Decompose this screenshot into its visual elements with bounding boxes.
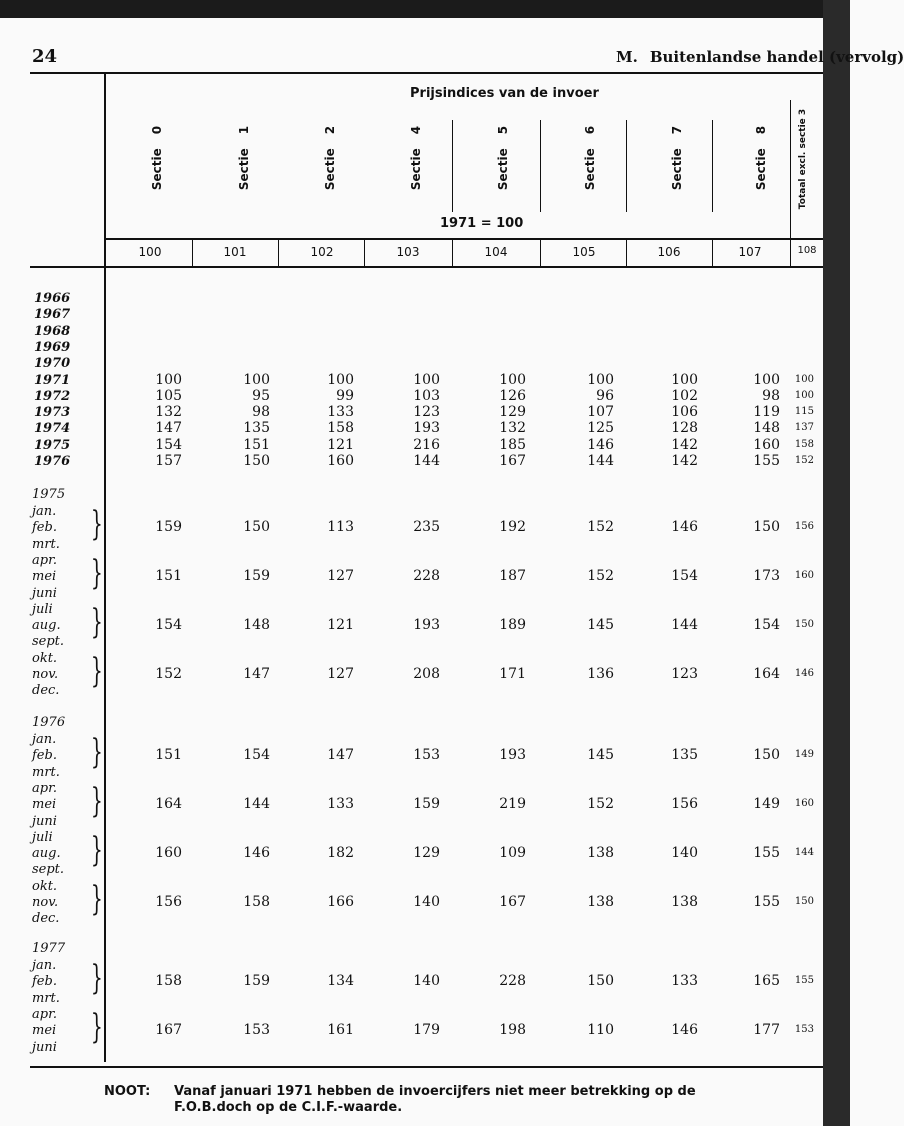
data-cell: 192 xyxy=(499,519,526,535)
year-label: 1973 xyxy=(34,405,71,420)
section-number: 0 xyxy=(150,125,164,135)
data-cell: 142 xyxy=(671,437,698,453)
data-cell: 167 xyxy=(155,1022,182,1038)
data-cell: 110 xyxy=(587,1022,614,1038)
col-code: 108 xyxy=(797,245,817,256)
running-head xyxy=(616,48,904,66)
data-cell: 216 xyxy=(413,437,440,453)
data-cell: 119 xyxy=(753,404,780,420)
data-cell: 133 xyxy=(327,796,354,812)
section-label: Sectie xyxy=(409,148,423,191)
data-cell: 159 xyxy=(243,973,270,989)
year-label: 1968 xyxy=(34,324,71,339)
data-cell: 144 xyxy=(587,453,614,469)
col-divider xyxy=(712,238,713,266)
month-label: juli xyxy=(32,602,53,617)
month-label: mrt. xyxy=(32,537,60,552)
data-cell: 147 xyxy=(243,666,270,682)
data-cell: 151 xyxy=(243,437,270,453)
data-cell: 159 xyxy=(243,568,270,584)
month-label: mrt. xyxy=(32,991,60,1006)
year-label: 1969 xyxy=(34,340,71,355)
data-cell: 150 xyxy=(753,747,780,763)
total-cell: 100 xyxy=(794,374,814,385)
section-label: Sectie xyxy=(150,148,164,191)
data-cell: 123 xyxy=(413,404,440,420)
total-cell: 150 xyxy=(794,619,814,630)
data-cell: 179 xyxy=(413,1022,440,1038)
data-cell: 150 xyxy=(243,453,270,469)
data-cell: 100 xyxy=(155,372,182,388)
scan-right-border xyxy=(823,0,850,1126)
data-cell: 138 xyxy=(587,845,614,861)
data-cell: 129 xyxy=(413,845,440,861)
quarter-brace-icon: } xyxy=(90,958,103,998)
year-label: 1966 xyxy=(34,291,71,306)
page-number: 24 xyxy=(32,46,58,67)
data-cell: 155 xyxy=(753,845,780,861)
data-cell: 148 xyxy=(243,617,270,633)
header-rule-2 xyxy=(30,266,823,268)
section-label: Sectie xyxy=(323,148,337,191)
data-cell: 147 xyxy=(327,747,354,763)
data-cell: 156 xyxy=(155,894,182,910)
data-cell: 128 xyxy=(671,420,698,436)
data-cell: 109 xyxy=(499,845,526,861)
data-cell: 100 xyxy=(671,372,698,388)
data-cell: 145 xyxy=(587,617,614,633)
month-label: juni xyxy=(32,814,57,829)
total-cell: 100 xyxy=(794,390,814,401)
data-cell: 140 xyxy=(413,973,440,989)
footnote xyxy=(104,1084,696,1116)
month-label: apr. xyxy=(32,781,57,796)
data-cell: 154 xyxy=(155,617,182,633)
data-cell: 153 xyxy=(243,1022,270,1038)
running-head-text: Buitenlandse handel (vervolg) xyxy=(649,48,904,66)
col-divider xyxy=(540,238,541,266)
data-cell: 157 xyxy=(155,453,182,469)
data-cell: 161 xyxy=(327,1022,354,1038)
section-number: 4 xyxy=(409,125,423,135)
col-divider xyxy=(712,120,713,212)
month-label: nov. xyxy=(32,895,59,910)
section-header-0 xyxy=(142,98,172,218)
data-cell: 96 xyxy=(596,388,614,404)
data-cell: 146 xyxy=(671,519,698,535)
data-cell: 149 xyxy=(753,796,780,812)
data-cell: 99 xyxy=(336,388,354,404)
data-cell: 160 xyxy=(753,437,780,453)
group-year: 1977 xyxy=(32,941,66,956)
month-label: okt. xyxy=(32,651,58,666)
data-cell: 127 xyxy=(327,666,354,682)
data-cell: 193 xyxy=(413,617,440,633)
bottom-rule xyxy=(30,1066,823,1068)
year-label: 1975 xyxy=(34,438,71,453)
year-label: 1974 xyxy=(34,421,71,436)
data-cell: 135 xyxy=(671,747,698,763)
data-cell: 129 xyxy=(499,404,526,420)
data-cell: 95 xyxy=(252,388,270,404)
section-number: 7 xyxy=(670,125,684,135)
section-header-7 xyxy=(662,98,692,218)
data-cell: 100 xyxy=(499,372,526,388)
month-label: mei xyxy=(32,569,57,584)
total-cell: 150 xyxy=(794,896,814,907)
data-cell: 154 xyxy=(753,617,780,633)
data-cell: 159 xyxy=(413,796,440,812)
data-cell: 138 xyxy=(671,894,698,910)
total-cell: 149 xyxy=(794,749,814,760)
col-code: 103 xyxy=(396,245,420,259)
col-code: 107 xyxy=(738,245,762,259)
month-label: okt. xyxy=(32,879,58,894)
col-code: 101 xyxy=(223,245,247,259)
data-cell: 208 xyxy=(413,666,440,682)
quarter-brace-icon: } xyxy=(90,781,103,821)
data-cell: 158 xyxy=(243,894,270,910)
data-cell: 142 xyxy=(671,453,698,469)
data-cell: 158 xyxy=(327,420,354,436)
stub-rule xyxy=(104,72,106,1062)
month-label: sept. xyxy=(32,634,65,649)
section-header-1 xyxy=(229,98,259,218)
section-label: Sectie xyxy=(670,148,684,191)
col-code: 105 xyxy=(572,245,596,259)
year-label: 1971 xyxy=(34,373,71,388)
data-cell: 164 xyxy=(155,796,182,812)
quarter-brace-icon: } xyxy=(90,830,103,870)
table-title: Prijsindices van de invoer xyxy=(410,86,599,101)
month-label: jan. xyxy=(32,958,57,973)
data-cell: 102 xyxy=(671,388,698,404)
data-cell: 187 xyxy=(499,568,526,584)
quarter-brace-icon: } xyxy=(90,602,103,642)
data-cell: 105 xyxy=(155,388,182,404)
data-cell: 151 xyxy=(155,568,182,584)
month-label: mei xyxy=(32,1023,57,1038)
data-cell: 146 xyxy=(243,845,270,861)
data-cell: 148 xyxy=(753,420,780,436)
section-header-4 xyxy=(401,98,431,218)
data-cell: 155 xyxy=(753,453,780,469)
data-cell: 121 xyxy=(327,437,354,453)
data-cell: 167 xyxy=(499,453,526,469)
month-label: sept. xyxy=(32,862,65,877)
section-number: 1 xyxy=(237,125,251,135)
data-cell: 152 xyxy=(587,796,614,812)
total-cell: 144 xyxy=(794,847,814,858)
data-cell: 177 xyxy=(753,1022,780,1038)
data-cell: 113 xyxy=(327,519,354,535)
year-label: 1967 xyxy=(34,307,71,322)
group-year: 1976 xyxy=(32,715,66,730)
group-year: 1975 xyxy=(32,487,66,502)
month-label: aug. xyxy=(32,846,61,861)
data-cell: 173 xyxy=(753,568,780,584)
quarter-brace-icon: } xyxy=(90,879,103,919)
total-cell: 153 xyxy=(794,1024,814,1035)
data-cell: 158 xyxy=(155,973,182,989)
quarter-brace-icon: } xyxy=(90,732,103,772)
data-cell: 98 xyxy=(252,404,270,420)
month-label: jan. xyxy=(32,504,57,519)
total-cell: 137 xyxy=(794,422,814,433)
data-cell: 185 xyxy=(499,437,526,453)
col-divider xyxy=(192,238,193,266)
data-cell: 164 xyxy=(753,666,780,682)
data-cell: 160 xyxy=(155,845,182,861)
data-cell: 154 xyxy=(243,747,270,763)
data-cell: 100 xyxy=(243,372,270,388)
data-cell: 150 xyxy=(587,973,614,989)
data-cell: 166 xyxy=(327,894,354,910)
scan-top-border xyxy=(0,0,850,18)
data-cell: 133 xyxy=(327,404,354,420)
col-code: 106 xyxy=(657,245,681,259)
data-cell: 193 xyxy=(413,420,440,436)
month-label: aug. xyxy=(32,618,61,633)
data-cell: 165 xyxy=(753,973,780,989)
section-label: Sectie xyxy=(496,148,510,191)
total-cell: 160 xyxy=(794,798,814,809)
year-label: 1976 xyxy=(34,454,71,469)
month-label: nov. xyxy=(32,667,59,682)
month-label: mei xyxy=(32,797,57,812)
col-code: 102 xyxy=(310,245,334,259)
data-cell: 145 xyxy=(587,747,614,763)
col-divider xyxy=(626,238,627,266)
month-label: apr. xyxy=(32,553,57,568)
data-cell: 154 xyxy=(671,568,698,584)
data-cell: 146 xyxy=(587,437,614,453)
data-cell: 132 xyxy=(499,420,526,436)
month-label: juli xyxy=(32,830,53,845)
quarter-brace-icon: } xyxy=(90,1007,103,1047)
section-label: Sectie xyxy=(583,148,597,191)
data-cell: 152 xyxy=(155,666,182,682)
month-label: feb. xyxy=(32,748,57,763)
total-cell: 155 xyxy=(794,975,814,986)
section-header-2 xyxy=(315,98,345,218)
note-line-1: Vanaf januari 1971 hebben de invoercijfers niet meer betrekking op de xyxy=(174,1084,696,1099)
base-year: 1971 = 100 xyxy=(440,216,524,231)
quarter-brace-icon: } xyxy=(90,553,103,593)
data-cell: 135 xyxy=(243,420,270,436)
data-cell: 123 xyxy=(671,666,698,682)
data-cell: 154 xyxy=(155,437,182,453)
data-cell: 138 xyxy=(587,894,614,910)
data-cell: 219 xyxy=(499,796,526,812)
total-cell: 152 xyxy=(794,455,814,466)
data-cell: 144 xyxy=(243,796,270,812)
data-cell: 152 xyxy=(587,519,614,535)
data-cell: 182 xyxy=(327,845,354,861)
month-label: apr. xyxy=(32,1007,57,1022)
data-cell: 106 xyxy=(671,404,698,420)
total-cell: 156 xyxy=(794,521,814,532)
section-header-5 xyxy=(488,98,518,218)
col-divider xyxy=(452,120,453,212)
data-cell: 235 xyxy=(413,519,440,535)
data-cell: 103 xyxy=(413,388,440,404)
data-cell: 228 xyxy=(499,973,526,989)
month-label: jan. xyxy=(32,732,57,747)
month-label: juni xyxy=(32,1040,57,1055)
year-label: 1970 xyxy=(34,356,71,371)
data-cell: 153 xyxy=(413,747,440,763)
total-cell: 160 xyxy=(794,570,814,581)
data-cell: 136 xyxy=(587,666,614,682)
data-cell: 151 xyxy=(155,747,182,763)
section-header-8 xyxy=(746,98,776,218)
running-head-letter: M. xyxy=(616,48,638,66)
data-cell: 100 xyxy=(413,372,440,388)
data-cell: 155 xyxy=(753,894,780,910)
data-cell: 150 xyxy=(243,519,270,535)
col-divider xyxy=(278,238,279,266)
data-cell: 132 xyxy=(155,404,182,420)
year-label: 1972 xyxy=(34,389,71,404)
total-cell: 158 xyxy=(794,439,814,450)
month-label: mrt. xyxy=(32,765,60,780)
month-label: dec. xyxy=(32,911,60,926)
data-cell: 189 xyxy=(499,617,526,633)
total-cell: 146 xyxy=(794,668,814,679)
quarter-brace-icon: } xyxy=(90,504,103,544)
data-cell: 167 xyxy=(499,894,526,910)
col-divider xyxy=(790,100,791,266)
col-divider xyxy=(452,238,453,266)
section-number: 6 xyxy=(583,125,597,135)
month-label: dec. xyxy=(32,683,60,698)
data-cell: 144 xyxy=(413,453,440,469)
totaal-label: Totaal excl. sectie 3 xyxy=(798,108,808,210)
section-header-6 xyxy=(575,98,605,218)
col-code: 100 xyxy=(138,245,162,259)
data-cell: 193 xyxy=(499,747,526,763)
data-cell: 140 xyxy=(413,894,440,910)
col-divider xyxy=(626,120,627,212)
totaal-header xyxy=(798,104,826,214)
section-number: 5 xyxy=(496,125,510,135)
data-cell: 146 xyxy=(671,1022,698,1038)
data-cell: 140 xyxy=(671,845,698,861)
data-cell: 98 xyxy=(762,388,780,404)
data-cell: 160 xyxy=(327,453,354,469)
month-label: feb. xyxy=(32,520,57,535)
data-cell: 133 xyxy=(671,973,698,989)
section-label: Sectie xyxy=(237,148,251,191)
data-cell: 198 xyxy=(499,1022,526,1038)
data-cell: 171 xyxy=(499,666,526,682)
section-number: 8 xyxy=(754,125,768,135)
data-cell: 228 xyxy=(413,568,440,584)
section-label: Sectie xyxy=(754,148,768,191)
data-cell: 126 xyxy=(499,388,526,404)
month-label: juni xyxy=(32,586,57,601)
month-label: feb. xyxy=(32,974,57,989)
data-cell: 144 xyxy=(671,617,698,633)
quarter-brace-icon: } xyxy=(90,651,103,691)
note-label: NOOT: xyxy=(104,1084,151,1099)
note-line-2: F.O.B.doch op de C.I.F.-waarde. xyxy=(174,1100,403,1115)
col-divider xyxy=(364,238,365,266)
data-cell: 100 xyxy=(587,372,614,388)
data-cell: 152 xyxy=(587,568,614,584)
data-cell: 127 xyxy=(327,568,354,584)
header-rule-1 xyxy=(104,238,823,240)
data-cell: 159 xyxy=(155,519,182,535)
data-cell: 147 xyxy=(155,420,182,436)
total-cell: 115 xyxy=(794,406,814,417)
data-cell: 125 xyxy=(587,420,614,436)
section-number: 2 xyxy=(323,125,337,135)
col-code: 104 xyxy=(484,245,508,259)
data-cell: 107 xyxy=(587,404,614,420)
col-divider xyxy=(540,120,541,212)
data-cell: 121 xyxy=(327,617,354,633)
data-cell: 100 xyxy=(327,372,354,388)
data-cell: 150 xyxy=(753,519,780,535)
top-rule xyxy=(30,72,823,74)
data-cell: 100 xyxy=(753,372,780,388)
data-cell: 156 xyxy=(671,796,698,812)
data-cell: 134 xyxy=(327,973,354,989)
